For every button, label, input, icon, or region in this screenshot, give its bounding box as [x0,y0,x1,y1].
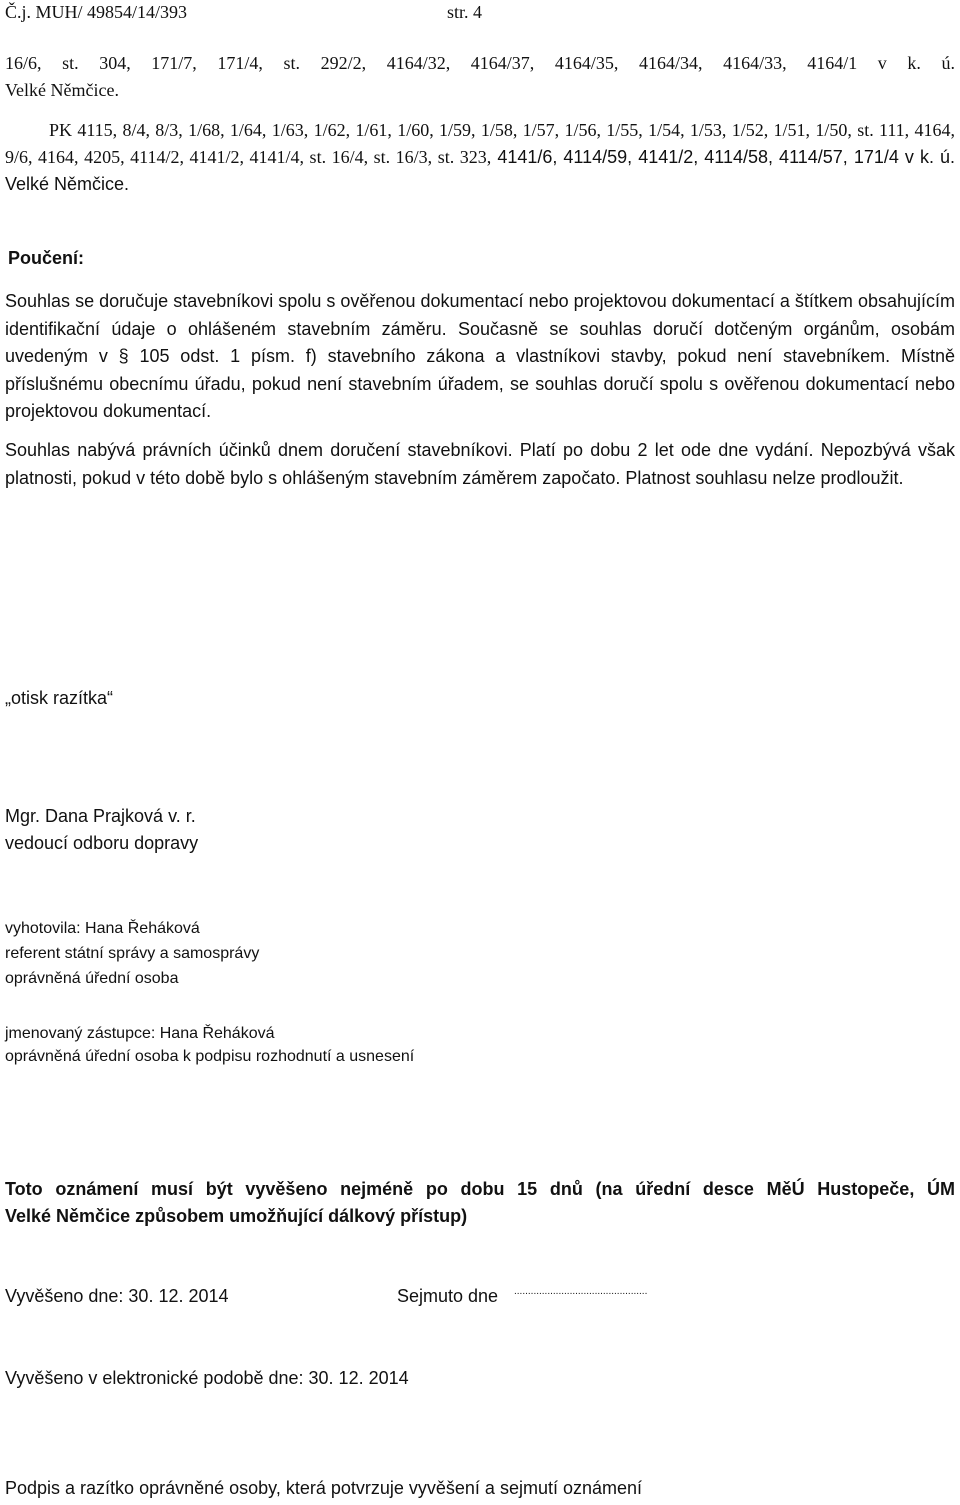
pk-parcel-text: PK 4115, 8/4, 8/3, 1/68, 1/64, 1/63, 1/62, 1/61, 1/60, 1/59, 1/58, 1/57, 1/56, 1/55, 1/54, 1/53, 1/52, 1/51, 1/50, st. 111, 4164, 9/6, 4164, 4205, 4114/2, 4141/2, 4141/4, st. 16/4, st. 16/3, st. 323, [5,120,955,167]
signatory-name: Mgr. Dana Prajková v. r. [5,806,196,826]
parcel-line-1: 16/6, st. 304, 171/7, 171/4, st. 292/2, 4164/32, 4164/37, 4164/35, 4164/34, 4164/33, 4164/1 v k. ú. [5,53,955,73]
prepared-role-1: referent státní správy a samosprávy [5,945,260,962]
signatory-position: vedoucí odboru dopravy [5,833,199,853]
removed-date-blank: ................................................ [514,1286,648,1297]
removed-date-label: Sejmuto dne [397,1286,499,1306]
document-reference: Č.j. MUH/ 49854/14/393 [5,2,188,22]
prepared-by: vyhotovila: Hana Řeháková [5,920,200,937]
parcel-list-continuation [5,50,955,104]
parcel-line-2: Velké Němčice. [5,80,119,100]
pk-parcel-list [5,117,955,198]
prepared-role-2: oprávněná úřední osoba [5,970,179,987]
signature-note: Podpis a razítko oprávněné osoby, která potvrzuje vyvěšení a sejmutí oznámení [5,1478,643,1498]
posted-date: Vyvěšeno dne: 30. 12. 2014 [5,1286,229,1306]
instruction-paragraph-1: Souhlas se doručuje stavebníkovi spolu s ověřenou dokumentací nebo projektovou dokumentací a štítkem obsahujícím identifikační údaje o ohlášeném stavebním záměru. Současně se souhlas doručí dotčeným orgánům, osobám uvedeným v § 105 odst. 1 písm. f) stavebního zákona a vlastníkovi stavby, pokud není stavebníkem. Místně příslušnému obecnímu úřadu, pokud není stavebním úřadem, se souhlas doručí spolu s ověřenou dokumentací nebo projektovou dokumentací. [5,291,955,421]
electronic-posted-date: Vyvěšeno v elektronické podobě dne: 30. 12. 2014 [5,1368,409,1388]
deputy-role: oprávněná úřední osoba k podpisu rozhodnutí a usnesení [5,1048,415,1065]
posting-notice-line-1: Toto oznámení musí být vyvěšeno nejméně po dobu 15 dnů (na úřední desce MěÚ Hustopeče, ÚM [5,1179,955,1199]
instruction-heading: Poučení: [8,248,85,268]
stamp-placeholder: „otisk razítka“ [5,688,114,708]
posting-notice-line-2: Velké Němčice způsobem umožňující dálkový přístup) [5,1206,468,1226]
deputy: jmenovaný zástupce: Hana Řeháková [5,1025,275,1042]
instruction-paragraph-2: Souhlas nabývá právních účinků dnem doručení stavebníkovi. Platí po dobu 2 let ode dne vydání. Nepozbývá však platnosti, pokud v této době bylo s ohlášeným stavebním záměrem započato. Platnost souhlasu nelze prodloužit. [5,440,955,488]
page-number: str. 4 [447,2,483,22]
posting-notice [5,1176,955,1230]
pk-parcel-text-end: 4141/6, 4114/59, 4141/2, 4114/58, 4114/57, 171/4 v k. ú. Velké Němčice. [5,147,955,194]
